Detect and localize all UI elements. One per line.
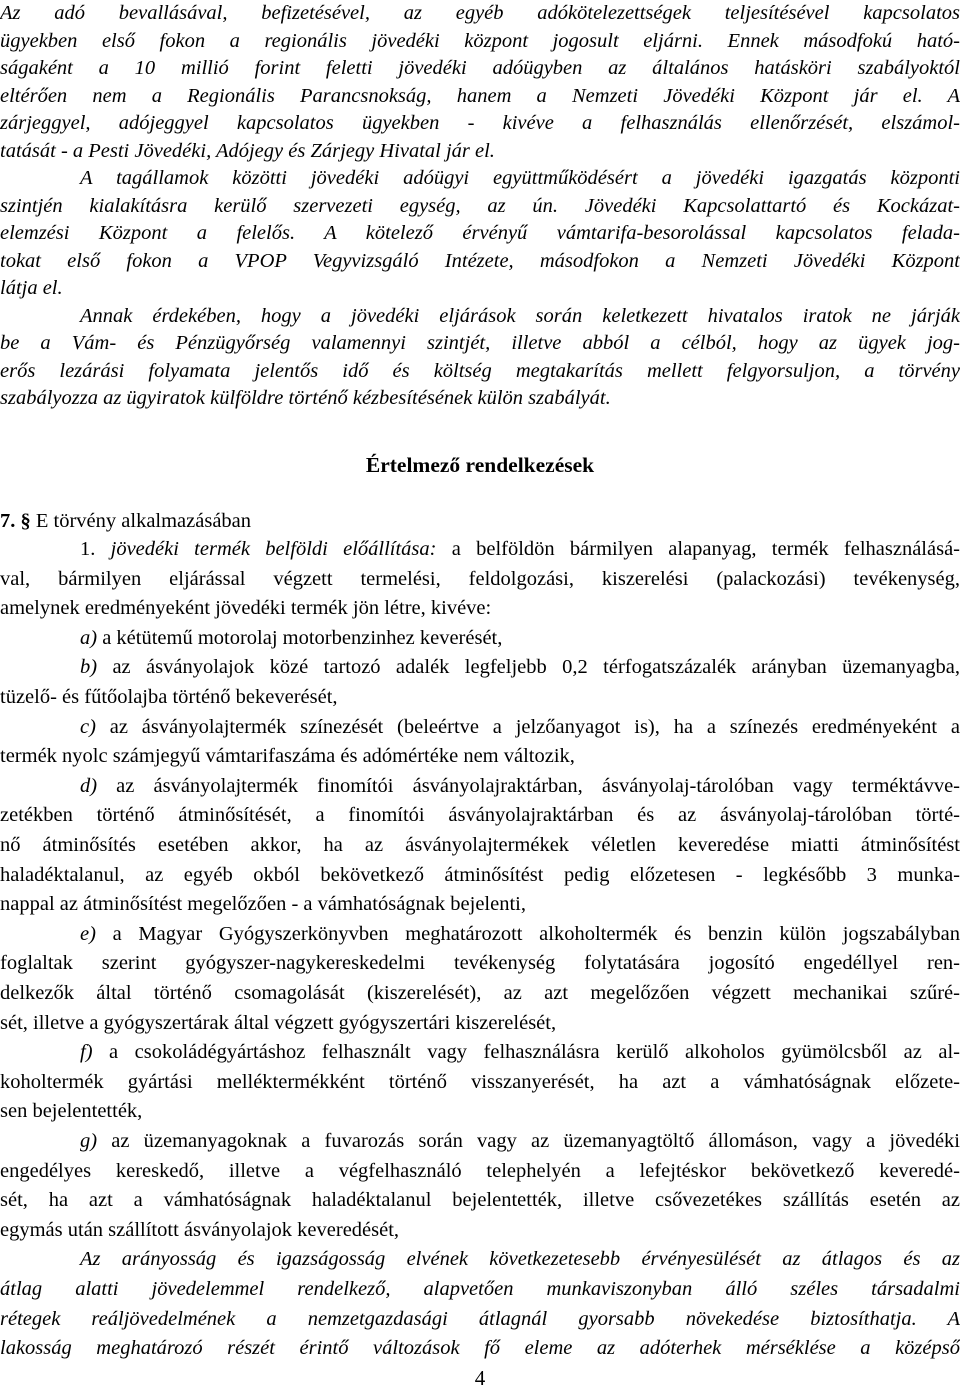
text-run: az ásványolajtermék finomítói ásványolajraktárban, ásványolaj-tárolóban vagy terméktávve- xyxy=(97,774,960,797)
text-run: az ásványolajtermék színezését (beleértve a jelzőanyagot is), ha a színezés eredményeként a xyxy=(95,715,960,738)
text-line xyxy=(0,108,960,138)
text-line xyxy=(0,682,960,712)
text-line xyxy=(0,623,960,653)
text-run: val, bármilyen eljárással végzett termelési, feldolgozási, kiszerelési (palackozási) tevékenység, xyxy=(0,567,960,590)
text-line xyxy=(0,1037,960,1067)
text-run: engedélyes kereskedő, illetve a végfelhasználó telephelyén a lefejtéskor bekövetkező keveredé- xyxy=(0,1159,960,1182)
text-line xyxy=(0,593,960,623)
text-line xyxy=(0,564,960,594)
text-line xyxy=(0,1008,960,1038)
text-line xyxy=(0,1096,960,1126)
text-line xyxy=(0,1333,960,1363)
text-run: d) xyxy=(80,774,98,797)
text-line xyxy=(0,652,960,682)
text-line xyxy=(0,771,960,801)
text-line xyxy=(0,1244,960,1274)
text-run: nappal az átminősítést megelőzően - a vámhatóságnak bejelenti, xyxy=(0,893,526,916)
text-line xyxy=(0,81,960,111)
text-line xyxy=(0,1185,960,1215)
text-line xyxy=(0,830,960,860)
text-run: 1. xyxy=(80,538,111,560)
text-run: sét, ha azt a vámhatóságnak haladéktalanul bejelentették, illetve csővezetékes szállítás esetén az xyxy=(0,1189,960,1212)
text-line xyxy=(0,741,960,771)
text-run: az üzemanyagoknak a fuvarozás során vagy az üzemanyagtöltő állomáson, vagy a jövedéki xyxy=(97,1130,960,1152)
text-line xyxy=(0,246,960,276)
text-run: A tagállamok közötti jövedéki adóügyi együttműködésért a jövedéki igazgatás központi xyxy=(80,167,960,189)
text-run: a kétütemű motorolaj motorbenzinhez keverését, xyxy=(97,626,503,649)
text-run: eltérően nem a Regionális Parancsnokság, hanem a Nemzeti Jövedéki Központ jár el. A xyxy=(0,84,960,107)
text-line xyxy=(0,26,960,56)
text-run: látja el. xyxy=(0,277,63,299)
text-run: erős lezárási folyamata jelentős idő és költség megtakarítás mellett felgyorsuljon, a törvény xyxy=(0,359,960,382)
text-run: lakosság meghatározó részét érintő változások fő eleme az adóterhek mérséklése a középső xyxy=(0,1337,960,1360)
text-run: tatását - a Pesti Jövedéki, Adójegy és Zárjegy Hivatal jár el. xyxy=(0,139,495,162)
text-line xyxy=(0,301,960,331)
text-run: a Magyar Gyógyszerkönyvben meghatározott alkoholtermék és benzin külön jogszabályban xyxy=(95,922,960,945)
text-line xyxy=(0,712,960,742)
paragraph-mark: § xyxy=(20,510,31,532)
text-run: zárjeggyel, adójeggyel kapcsolatos ügyekben - kivéve a felhasználás ellenőrzését, elszámol- xyxy=(0,112,960,134)
text-run: rétegek reáljövedelmének a nemzetgazdasági átlagnál gyorsabb növekedése biztosíthatja. A xyxy=(0,1307,960,1330)
text-line xyxy=(0,328,960,358)
text-run: tokat első fokon a VPOP Vegyvizsgáló Intézete, másodfokon a Nemzeti Jövedéki Központ xyxy=(0,249,960,272)
text-run: b) xyxy=(80,656,98,679)
text-run: jövedéki termék belföldi előállítása: xyxy=(110,538,437,560)
text-line xyxy=(0,273,960,303)
text-run: a) xyxy=(80,626,98,649)
text-line xyxy=(0,163,960,193)
text-run: zetékben történő átminősítését, a finomítói ásványolajraktárban és az ásványolaj-tárolóban törté- xyxy=(0,804,960,827)
text-run: amelynek eredményeként jövedéki termék jön létre, kivéve: xyxy=(0,597,492,620)
text-run: koholtermék gyártási melléktermékként történő visszanyerését, ha azt a vámhatóságnak előzete- xyxy=(0,1070,960,1093)
text-run: a belföldön bármilyen alapanyag, termék felhasználásá- xyxy=(436,538,960,560)
text-run: az ásványolajok közé tartozó adalék legfeljebb 0,2 térfogatszázalék arányban üzemanyagba, xyxy=(97,656,960,679)
text-line xyxy=(0,53,960,83)
text-run: sen bejelentették, xyxy=(0,1100,143,1123)
text-run: ságaként a 10 millió forint feletti jövedéki adóügyben az általános hatásköri szabályoktól xyxy=(0,57,960,79)
text-run: c) xyxy=(80,715,96,738)
text-line xyxy=(0,1156,960,1186)
text-run: e) xyxy=(80,922,96,945)
text-line xyxy=(0,383,960,413)
text-run: g) xyxy=(80,1130,98,1152)
section-intro: E törvény alkalmazásában xyxy=(35,510,252,532)
text-run: átlag alatti jövedelemmel rendelkező, alapvetően munkaviszonyban álló széles társadalmi xyxy=(0,1278,960,1300)
text-run: termék nyolc számjegyű vámtarifaszáma és adómértéke nem változik, xyxy=(0,745,575,768)
page-number: 4 xyxy=(474,1366,486,1390)
text-run: tüzelő- és fűtőolajba történő bekeverését, xyxy=(0,686,338,708)
text-line xyxy=(0,356,960,386)
text-line xyxy=(0,136,960,166)
text-run: sét, illetve a gyógyszertárak által végzett gyógyszertári kiszerelését, xyxy=(0,1011,557,1034)
text-run: be a Vám- és Pénzügyőrség valamennyi szintjét, illetve abból a célból, hogy az ügyek jog- xyxy=(0,332,960,354)
text-line xyxy=(0,534,960,564)
text-run: egymás után szállított ásványolajok keveredését, xyxy=(0,1218,400,1241)
text-run: Az adó bevallásával, befizetésével, az egyéb adókötelezettségek teljesítésével kapcsolatos xyxy=(0,2,960,24)
section-7-title xyxy=(0,506,960,536)
text-run: Az arányosság és igazságosság elvének következetesebb érvényesülését az átlagos és az xyxy=(80,1248,960,1271)
text-run: szabályozza az ügyiratok külföldre történő kézbesítésének külön szabályát. xyxy=(0,387,611,409)
text-run: Annak érdekében, hogy a jövedéki eljárások során keletkezett hivatalos iratok ne járják xyxy=(80,304,960,327)
text-run: foglaltak szerint gyógyszer-nagykereskedelmi tevékenység folytatására jogosító engedéllyel ren- xyxy=(0,952,960,975)
text-line xyxy=(0,0,960,28)
text-run: szintjén kialakításra kerülő szervezeti egység, az ún. Jövedéki Kapcsolattartó és Kockázat- xyxy=(0,194,960,217)
text-run: elemzési Központ a felelős. A kötelező érvényű vámtarifa-besorolással kapcsolatos felada- xyxy=(0,222,960,244)
section-number: 7. xyxy=(0,510,16,532)
text-run: a csokoládégyártáshoz felhasznált vagy felhasználásra kerülő alkoholos gyümölcsből az al- xyxy=(92,1041,960,1064)
text-run: delkezők által történő csomagolását (kiszerelését), az azt megelőzően végzett mechanikai szűré- xyxy=(0,982,960,1004)
text-line xyxy=(0,919,960,949)
text-line xyxy=(0,948,960,978)
text-line xyxy=(0,1215,960,1245)
text-line xyxy=(0,1067,960,1097)
text-line xyxy=(0,218,960,248)
text-line xyxy=(0,800,960,830)
text-line xyxy=(0,1126,960,1156)
text-line xyxy=(0,860,960,890)
text-run: ügyekben első fokon a regionális jövedéki központ jogosult eljárni. Ennek másodfokú ható- xyxy=(0,29,960,52)
text-line xyxy=(0,889,960,919)
text-line xyxy=(0,1304,960,1334)
text-run: f) xyxy=(80,1041,93,1064)
text-line xyxy=(0,191,960,221)
section-heading: Értelmező rendelkezések xyxy=(365,453,595,477)
text-run: haladéktalanul, az egyéb okból bekövetkező átminősítést pedig előzetesen - legkésőbb 3 munka- xyxy=(0,863,960,886)
text-run: nő átminősítés esetében akkor, ha az ásványolajtermékek véletlen keveredése miatti átminősítést xyxy=(0,834,960,856)
text-line xyxy=(0,1274,960,1304)
text-line xyxy=(0,978,960,1008)
